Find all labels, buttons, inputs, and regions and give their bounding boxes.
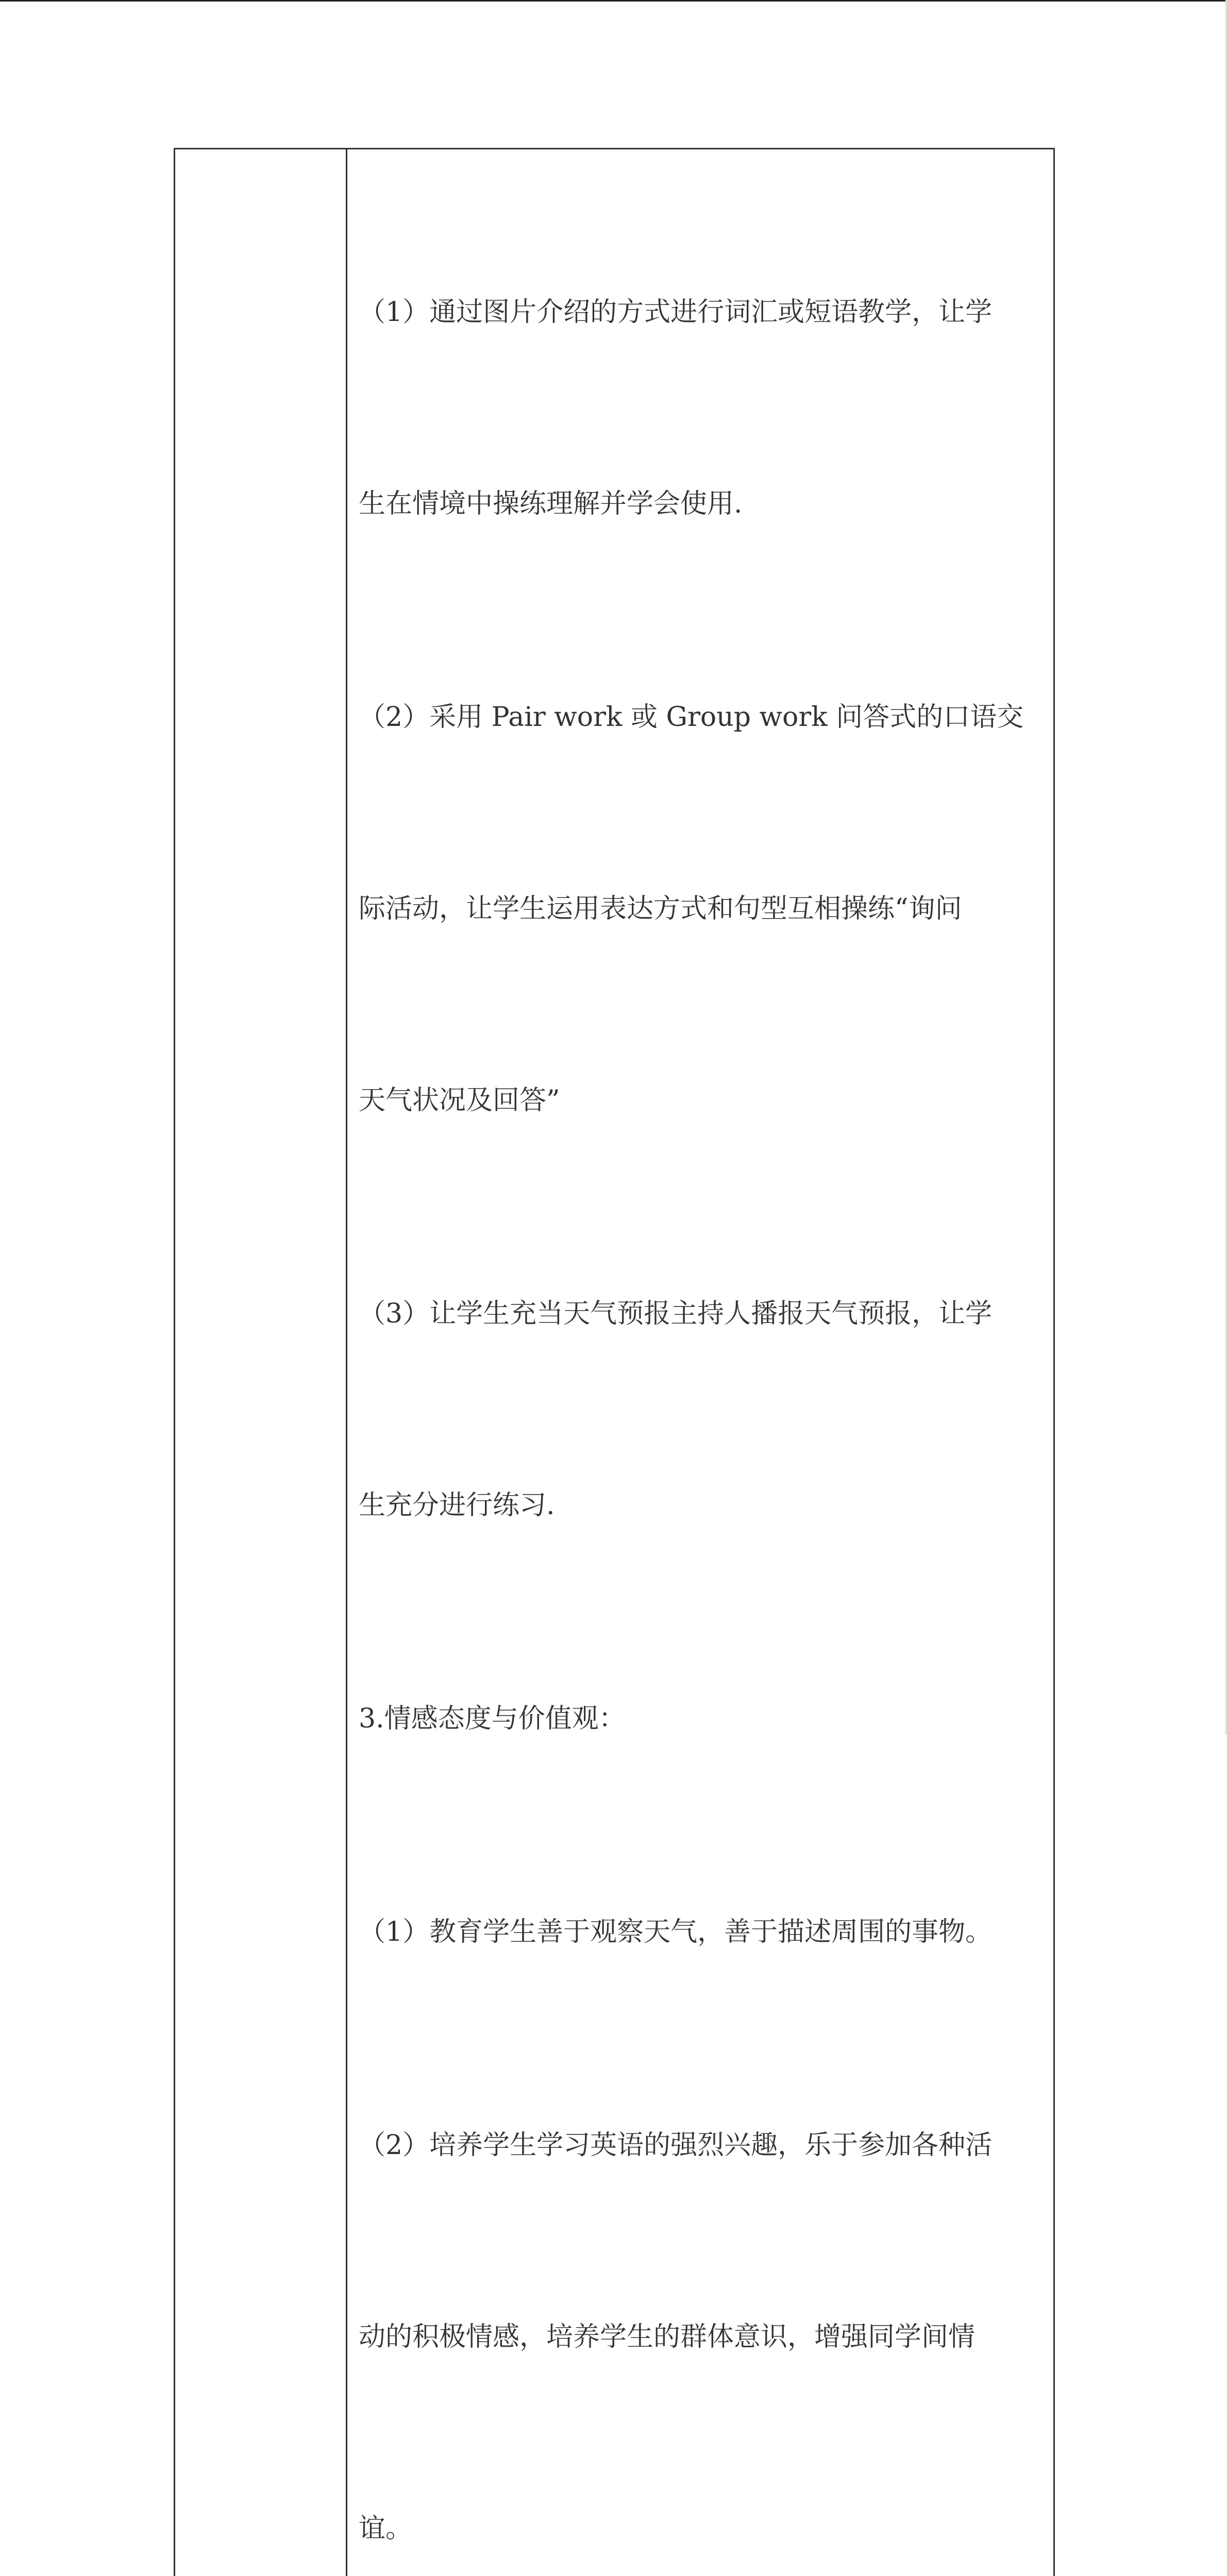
objective-line: 3.情感态度与价值观：: [359, 1687, 1042, 1751]
objective-line: （2）采用 Pair work 或 Group work 问答式的口语交: [359, 685, 1042, 749]
objective-line: （2）培养学生学习英语的强烈兴趣，乐于参加各种活: [359, 2113, 1042, 2177]
lesson-plan-table: [174, 148, 1055, 2576]
objective-line: 动的积极情感，培养学生的群体意识，增强同学间情: [359, 2305, 1042, 2369]
objective-line: 生在情境中操练理解并学会使用.: [359, 472, 1042, 536]
objectives-cell: [347, 149, 1054, 2576]
objective-line: 生充分进行练习.: [359, 1473, 1042, 1537]
objectives-label-cell: [175, 149, 347, 2576]
objective-line: （3）让学生充当天气预报主持人播报天气预报，让学: [359, 1282, 1042, 1346]
page-top-border: [0, 0, 1227, 2]
objectives-row: [175, 149, 1054, 2576]
objective-line: 谊。: [359, 2497, 1042, 2561]
objective-line: 际活动，让学生运用表达方式和句型互相操练“询问: [359, 877, 1042, 941]
objective-line: （1）通过图片介绍的方式进行词汇或短语教学，让学: [359, 280, 1042, 344]
objective-line: （1）教育学生善于观察天气，善于描述周围的事物。: [359, 1900, 1042, 1964]
objective-line: 天气状况及回答”: [359, 1069, 1042, 1132]
objectives-text: [359, 152, 1042, 2576]
